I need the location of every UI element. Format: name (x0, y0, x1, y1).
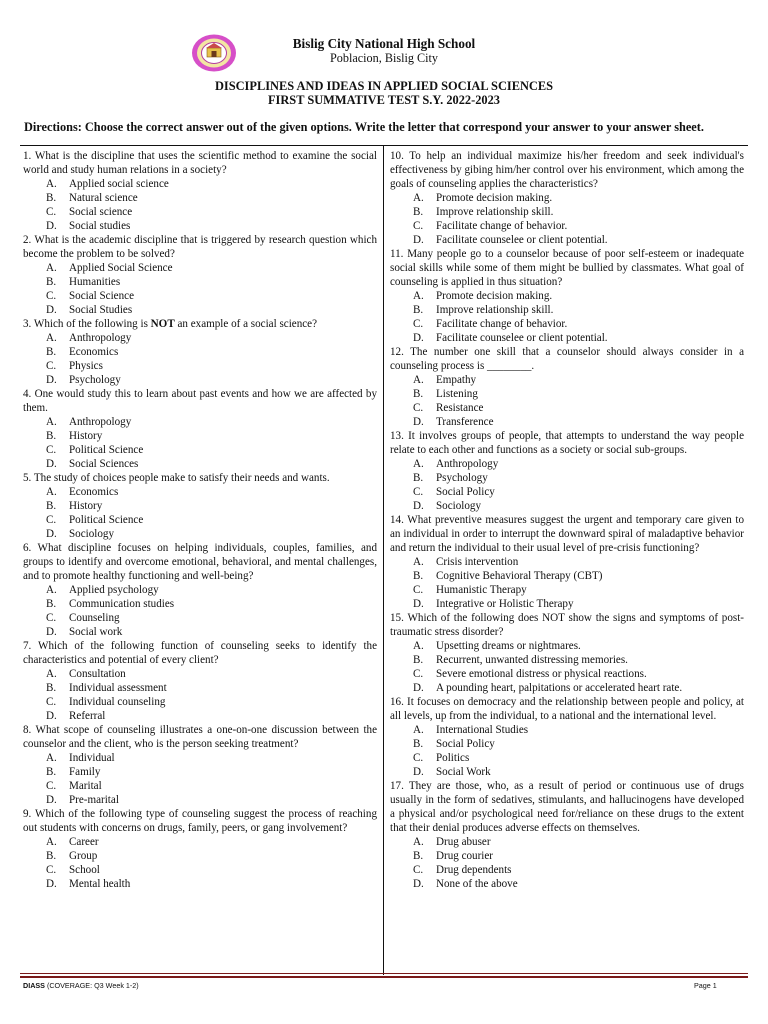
option-text: Integrative or Holistic Therapy (436, 598, 574, 610)
answer-option (23, 373, 377, 387)
question-stem: 2. What is the academic discipline that is triggered by research question which become the problem to be solved? (23, 234, 377, 260)
option-letter: C. (46, 864, 57, 876)
question-stem: 10. To help an individual maximize his/her freedom and seek individual's effectiveness by gibing him/her control over his environment, which among the goals of counseling applies the characteristics? (390, 150, 744, 190)
answer-option (23, 443, 377, 457)
question-item (23, 807, 377, 891)
answer-option (390, 415, 744, 429)
answer-option (23, 177, 377, 191)
option-text: Cognitive Behavioral Therapy (CBT) (436, 570, 603, 582)
question-stem: 16. It focuses on democracy and the relationship between people and policy, at all levels, up from the individual, to a national and the international level. (390, 696, 744, 722)
answer-option (390, 737, 744, 751)
option-text: Psychology (436, 472, 488, 484)
answer-option (23, 751, 377, 765)
answer-option (23, 625, 377, 639)
option-letter: C. (46, 206, 57, 218)
question-stem: 8. What scope of counseling illustrates a one-on-one discussion between the counselor and the client, who is the person seeking treatment? (23, 724, 377, 750)
answer-option (390, 457, 744, 471)
answer-option (23, 597, 377, 611)
option-text: Upsetting dreams or nightmares. (436, 640, 581, 652)
option-text: Social Work (436, 766, 491, 778)
option-letter: B. (413, 472, 424, 484)
answer-option (23, 429, 377, 443)
option-letter: C. (413, 752, 424, 764)
option-letter: A. (413, 836, 424, 848)
answer-options (390, 373, 744, 429)
answer-options (390, 555, 744, 611)
option-text: Consultation (69, 668, 126, 680)
option-letter: C. (46, 290, 57, 302)
option-letter: A. (46, 262, 57, 274)
option-text: Applied social science (69, 178, 169, 190)
option-text: Political Science (69, 514, 144, 526)
option-letter: A. (413, 458, 424, 470)
answer-options (23, 261, 377, 317)
option-letter: B. (46, 500, 57, 512)
option-letter: B. (46, 682, 57, 694)
option-text: Family (69, 766, 101, 778)
test-subtitle: FIRST SUMMATIVE TEST S.Y. 2022-2023 (267, 93, 501, 107)
option-text: Referral (69, 710, 106, 722)
option-text: Sociology (69, 528, 114, 540)
answer-option (23, 275, 377, 289)
answer-option (390, 639, 744, 653)
question-item (390, 779, 744, 891)
option-text: Career (69, 836, 99, 848)
question-item (390, 611, 744, 695)
option-letter: D. (46, 458, 57, 470)
option-text: Anthropology (69, 332, 132, 344)
school-location: Poblacion, Bislig City (329, 51, 438, 65)
footer-rule (20, 973, 748, 974)
option-letter: A. (46, 416, 57, 428)
question-stem: 1. What is the discipline that uses the scientific method to examine the social world and study human relations in a society? (23, 150, 377, 176)
answer-option (390, 583, 744, 597)
answer-option (23, 415, 377, 429)
option-text: Social Policy (436, 486, 495, 498)
option-letter: A. (46, 584, 57, 596)
answer-option (390, 835, 744, 849)
test-title: DISCIPLINES AND IDEAS IN APPLIED SOCIAL SCIENCES (214, 79, 554, 93)
option-letter: C. (46, 696, 57, 708)
answer-option (23, 457, 377, 471)
option-text: History (69, 500, 103, 512)
footer-course-code (23, 981, 139, 990)
option-text: Social Policy (436, 738, 495, 750)
option-letter: B. (413, 304, 424, 316)
option-letter: C. (413, 402, 424, 414)
answer-option (390, 751, 744, 765)
right-question-column (390, 149, 744, 891)
answer-option (23, 219, 377, 233)
option-letter: D. (413, 332, 424, 344)
option-text: Counseling (69, 612, 120, 624)
option-letter: B. (46, 192, 57, 204)
answer-options (390, 457, 744, 513)
answer-option (23, 205, 377, 219)
option-text: Promote decision making. (436, 290, 553, 302)
answer-option (390, 485, 744, 499)
option-text: Communication studies (69, 598, 175, 610)
option-text: Facilitate change of behavior. (436, 220, 568, 232)
option-letter: B. (46, 766, 57, 778)
option-letter: A. (413, 192, 424, 204)
option-text: Crisis intervention (436, 556, 519, 568)
option-text: Social science (69, 206, 133, 218)
option-text: Mental health (69, 878, 131, 890)
question-item (390, 247, 744, 345)
answer-option (23, 793, 377, 807)
answer-option (390, 373, 744, 387)
answer-options (390, 723, 744, 779)
option-text: Economics (69, 346, 119, 358)
question-stem: 5. The study of choices people make to satisfy their needs and wants. (23, 472, 330, 484)
answer-options (23, 667, 377, 723)
option-text: Social Sciences (69, 458, 139, 470)
question-item (23, 317, 377, 387)
directions: Directions: Choose the correct answer out of the given options. Write the letter that correspond your answer to your answer sheet. (24, 120, 704, 134)
option-text: Pre-marital (69, 794, 119, 806)
option-letter: C. (46, 514, 57, 526)
answer-option (390, 597, 744, 611)
option-letter: D. (46, 374, 57, 386)
option-letter: B. (413, 738, 424, 750)
option-letter: A. (413, 290, 424, 302)
answer-option (23, 681, 377, 695)
option-text: Political Science (69, 444, 144, 456)
answer-option (23, 765, 377, 779)
option-text: Marital (69, 780, 102, 792)
question-stem: 14. What preventive measures suggest the urgent and temporary care given to an individual in order to interrupt the downward spiral of maladaptive behavior and return the individual to their usual level of pre-crisis functioning? (390, 514, 744, 554)
option-letter: C. (46, 444, 57, 456)
option-letter: B. (46, 850, 57, 862)
answer-options (23, 751, 377, 807)
option-letter: B. (413, 850, 424, 862)
answer-option (390, 723, 744, 737)
option-letter: A. (46, 178, 57, 190)
page-number: Page 1 (694, 981, 717, 990)
answer-options (23, 177, 377, 233)
answer-option (23, 359, 377, 373)
option-letter: C. (413, 318, 424, 330)
option-letter: D. (413, 682, 424, 694)
option-letter: D. (413, 416, 424, 428)
option-letter: C. (413, 220, 424, 232)
answer-options (23, 331, 377, 387)
answer-option (390, 303, 744, 317)
answer-option (23, 583, 377, 597)
option-letter: A. (413, 556, 424, 568)
option-text: Drug dependents (436, 864, 512, 876)
question-stem: 13. It involves groups of people, that attempts to understand the way people relate to each other and functions as a society or social sub-groups. (390, 430, 744, 456)
answer-option (390, 317, 744, 331)
question-stem: 17. They are those, who, as a result of period or continuous use of drugs usually in the form of sedatives, stimulants, and hallucinogens have developed a physical and/or psychological need for/reliance on these drugs to the extent that their denial produces adverse effects on themselves. (390, 780, 744, 834)
question-stem: 9. Which of the following type of counseling suggest the process of reaching out students with concerns on drugs, family, peers, or gang involvement? (23, 808, 377, 834)
question-item (390, 429, 744, 513)
question-item (390, 695, 744, 779)
option-text: Promote decision making. (436, 192, 553, 204)
answer-option (390, 233, 744, 247)
option-letter: C. (46, 612, 57, 624)
option-text: Individual counseling (69, 696, 166, 708)
option-letter: D. (46, 794, 57, 806)
option-text: Natural science (69, 192, 138, 204)
answer-options (23, 485, 377, 541)
answer-option (390, 765, 744, 779)
option-text: Group (69, 850, 98, 862)
answer-option (23, 261, 377, 275)
answer-options (23, 835, 377, 891)
option-letter: B. (46, 598, 57, 610)
question-stem-emphasis: NOT (150, 318, 175, 330)
option-text: Applied Social Science (69, 262, 173, 274)
option-letter: D. (46, 710, 57, 722)
question-stem-text: 3. Which of the following is (23, 318, 151, 330)
option-letter: C. (413, 584, 424, 596)
answer-option (390, 289, 744, 303)
option-letter: B. (413, 206, 424, 218)
answer-option (23, 695, 377, 709)
option-letter: D. (413, 766, 424, 778)
footer-coverage: (COVERAGE: Q3 Week 1-2) (44, 981, 139, 990)
question-item (23, 233, 377, 317)
answer-option (23, 499, 377, 513)
answer-option (23, 485, 377, 499)
option-text: None of the above (436, 878, 518, 890)
question-item (390, 513, 744, 611)
option-letter: A. (46, 332, 57, 344)
option-letter: B. (46, 346, 57, 358)
answer-option (23, 513, 377, 527)
option-text: Humanities (69, 276, 121, 288)
option-text: Resistance (436, 402, 484, 414)
answer-option (390, 681, 744, 695)
option-text: Social studies (69, 220, 131, 232)
option-text: Individual (69, 752, 115, 764)
answer-option (23, 527, 377, 541)
option-letter: A. (413, 724, 424, 736)
option-text: School (69, 864, 100, 876)
answer-options (390, 289, 744, 345)
option-text: Transference (436, 416, 494, 428)
question-stem: 7. Which of the following function of counseling seeks to identify the characteristics and potential of every client? (23, 640, 377, 666)
option-text: Facilitate change of behavior. (436, 318, 568, 330)
answer-option (390, 667, 744, 681)
option-letter: B. (413, 388, 424, 400)
question-item (23, 639, 377, 723)
option-letter: C. (413, 486, 424, 498)
answer-option (390, 653, 744, 667)
question-item (23, 471, 377, 541)
option-letter: A. (46, 486, 57, 498)
option-text: Recurrent, unwanted distressing memories. (436, 654, 628, 666)
question-stem: 4. One would study this to learn about past events and how we are affected by them. (23, 388, 377, 414)
answer-option (390, 555, 744, 569)
option-text: Social work (69, 626, 123, 638)
option-text: A pounding heart, palpitations or accelerated heart rate. (436, 682, 683, 694)
answer-options (23, 583, 377, 639)
answer-option (23, 191, 377, 205)
option-letter: C. (413, 864, 424, 876)
option-letter: D. (413, 598, 424, 610)
question-stem (23, 317, 377, 331)
answer-option (23, 849, 377, 863)
left-question-column (23, 149, 377, 891)
option-letter: C. (413, 668, 424, 680)
option-text: History (69, 430, 103, 442)
answer-option (390, 387, 744, 401)
option-letter: A. (46, 752, 57, 764)
footer-code: DIASS (23, 981, 45, 990)
answer-options (390, 191, 744, 247)
answer-option (23, 611, 377, 625)
question-item (23, 149, 377, 233)
answer-option (390, 191, 744, 205)
option-text: Facilitate counselee or client potential. (436, 234, 608, 246)
option-text: Listening (436, 388, 478, 400)
answer-option (23, 303, 377, 317)
option-text: Improve relationship skill. (436, 206, 554, 218)
option-text: Politics (436, 752, 470, 764)
option-letter: C. (46, 780, 57, 792)
question-item (23, 541, 377, 639)
option-letter: B. (46, 276, 57, 288)
option-letter: A. (413, 640, 424, 652)
option-text: Economics (69, 486, 119, 498)
answer-option (23, 289, 377, 303)
answer-option (390, 863, 744, 877)
option-text: Physics (69, 360, 103, 372)
answer-option (390, 471, 744, 485)
question-item (390, 149, 744, 247)
column-divider (383, 145, 384, 975)
question-stem: 6. What discipline focuses on helping individuals, couples, families, and groups to identify and overcome emotional, behavioral, and mental challenges, and to promote healthy functioning and well-being? (23, 542, 377, 582)
answer-option (23, 835, 377, 849)
option-text: Psychology (69, 374, 121, 386)
question-stem: 15. Which of the following does NOT show the signs and symptoms of post-traumatic stress disorder? (390, 612, 744, 638)
answer-option (390, 499, 744, 513)
option-text: Individual assessment (69, 682, 167, 694)
option-letter: B. (413, 570, 424, 582)
option-letter: C. (46, 360, 57, 372)
option-text: Humanistic Therapy (436, 584, 527, 596)
option-text: Drug courier (436, 850, 493, 862)
option-text: Severe emotional distress or physical reactions. (436, 668, 647, 680)
option-text: International Studies (436, 724, 529, 736)
option-text: Drug abuser (436, 836, 491, 848)
answer-options (390, 835, 744, 891)
question-item (23, 387, 377, 471)
answer-option (390, 569, 744, 583)
answer-option (23, 779, 377, 793)
option-text: Social Studies (69, 304, 133, 316)
question-stem-text: an example of a social science? (174, 318, 318, 330)
option-letter: D. (413, 234, 424, 246)
option-letter: B. (46, 430, 57, 442)
option-text: Social Science (69, 290, 134, 302)
option-text: Anthropology (436, 458, 499, 470)
answer-option (23, 709, 377, 723)
column-top-rule (20, 145, 748, 146)
option-letter: A. (413, 374, 424, 386)
answer-option (390, 219, 744, 233)
option-letter: D. (46, 878, 57, 890)
option-letter: D. (413, 500, 424, 512)
answer-option (390, 205, 744, 219)
option-letter: A. (46, 836, 57, 848)
option-letter: B. (413, 654, 424, 666)
answer-options (390, 639, 744, 695)
answer-option (390, 849, 744, 863)
answer-option (23, 863, 377, 877)
option-letter: A. (46, 668, 57, 680)
question-stem: 12. The number one skill that a counselor should always consider in a counseling process is ________. (390, 346, 744, 372)
answer-options (23, 415, 377, 471)
option-letter: D. (46, 626, 57, 638)
answer-option (23, 345, 377, 359)
answer-option (23, 331, 377, 345)
answer-option (390, 331, 744, 345)
footer-rule-thick (20, 976, 748, 978)
option-text: Applied psychology (69, 584, 159, 596)
question-stem: 11. Many people go to a counselor because of poor self-esteem or inadequate social skills while some of them might be bullied by classmates. What goal of counseling is applied in thus situation? (390, 248, 744, 288)
option-text: Empathy (436, 374, 477, 386)
option-letter: D. (413, 878, 424, 890)
answer-option (23, 667, 377, 681)
option-letter: D. (46, 220, 57, 232)
option-letter: D. (46, 528, 57, 540)
answer-option (390, 877, 744, 891)
option-text: Sociology (436, 500, 481, 512)
option-text: Anthropology (69, 416, 132, 428)
option-text: Improve relationship skill. (436, 304, 554, 316)
question-item (23, 723, 377, 807)
answer-option (23, 877, 377, 891)
answer-option (390, 401, 744, 415)
option-text: Facilitate counselee or client potential. (436, 332, 608, 344)
question-item (390, 345, 744, 429)
school-name: Bislig City National High School (292, 36, 476, 51)
option-letter: D. (46, 304, 57, 316)
